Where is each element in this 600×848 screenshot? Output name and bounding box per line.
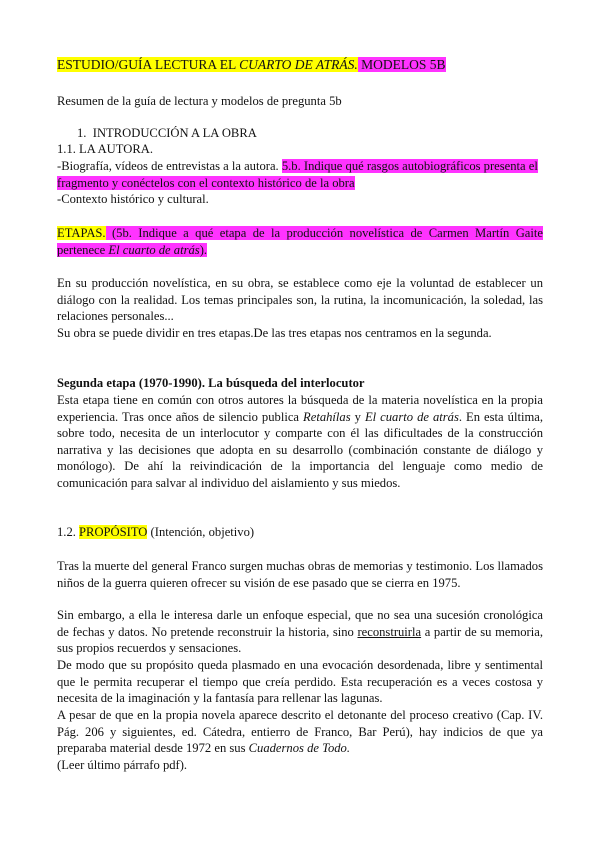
retahilas-title: Retahílas: [303, 409, 351, 424]
etapas-question-italic: El cuarto de atrás: [108, 242, 200, 257]
proposito-note: (Intención, objetivo): [147, 525, 255, 539]
document-title: [57, 57, 543, 74]
etapas-question-end: ).: [199, 242, 208, 257]
etapas-label: ETAPAS.: [57, 226, 106, 240]
etapas-question: (5b. Indique a qué etapa de la producción novelística de Carmen Martín Gaite pertenece: [57, 226, 543, 257]
etapas-block: [57, 225, 543, 258]
subsection-1-2-heading: [57, 524, 543, 541]
cuadernos-de-todo-title: Cuadernos de Todo.: [248, 741, 350, 756]
biography-text: -Biografía, vídeos de entrevistas a la autora.: [57, 159, 282, 173]
detonante-text-1: A pesar de que en la propia novela aparece descrito el detonante del proceso creativo (Cap. IV. Pág. 206 y siguientes, ed. Cátedra, entierro de Franco, Bar Perú), hay indicios de que ya preparaba material desde 1972 en sus: [57, 708, 543, 756]
stages-paragraph: Su obra se puede dividir en tres etapas.De las tres etapas nos centramos en la segunda.: [57, 326, 492, 340]
summary-line: Resumen de la guía de lectura y modelos de pregunta 5b: [57, 94, 342, 108]
detonante-paragraph: [57, 707, 543, 757]
question-5b-autobiographical: 5.b. Indique qué rasgos autobiográficos presenta el fragmento y conéctelos con el contexto histórico de la obra: [57, 159, 538, 190]
segunda-etapa-text-2: . En esta última, sobre todo, necesita de un interlocutor y comparte con él las dificultades de la construcción narrativa y las decisiones que adopta en su desarrollo (combinación constante de diálogo y monólogo). De ahí la reivindicación de la importancia del lenguaje como medio de comunicación para salvar al individuo del aislamiento y sus miedos.: [57, 409, 543, 490]
final-note: (Leer último párrafo pdf).: [57, 758, 188, 772]
segunda-etapa-paragraph: [57, 392, 543, 492]
proposito-paragraph: De modo que su propósito queda plasmado en una evocación desordenada, libre y sentimental que le permita recuperar el tiempo que creía perdido. Esta recuperación es a veces costosa y necesita de la imaginación y la fantasía para rellenar las lagunas.: [57, 658, 543, 706]
production-paragraph: En su producción novelística, en su obra, se establece como eje la voluntad de establecer un diálogo con la realidad. Los temas principales son, la rutina, la incomunicación, la soledad, las relaciones personales...: [57, 276, 543, 324]
subsection-1-1-heading: 1.1. LA AUTORA.: [57, 142, 153, 156]
segunda-etapa-y: y: [350, 409, 365, 424]
context-line: -Contexto histórico y cultural.: [57, 192, 209, 206]
embargo-text-2: a partir de su memoria, sus propios recuerdos y sensaciones.: [57, 624, 543, 656]
franco-paragraph: Tras la muerte del general Franco surgen muchas obras de memorias y testimonio. Los llamados niños de la guerra quieren ofrecer su visión de ese pasado que se cierra en 1975.: [57, 559, 543, 590]
section-1-heading: [77, 125, 543, 142]
section-1-title: INTRODUCCIÓN A LA OBRA: [92, 126, 257, 140]
subsection-1-2-number: 1.2.: [57, 525, 80, 539]
biography-line: [57, 158, 543, 191]
reconstruirla-word: reconstruirla: [357, 624, 422, 639]
segunda-etapa-text-1: Esta etapa tiene en común con otros autores la búsqueda de la materia novelística en la propia experiencia. Tras once años de silencio publica: [57, 393, 543, 424]
embargo-paragraph: [57, 607, 543, 657]
proposito-label: PROPÓSITO: [79, 525, 148, 539]
embargo-text-1: Sin embargo, a ella le interesa darle un enfoque especial, que no sea una sucesión cronológica de fechas y datos. No pretende reconstruir la historia, sino: [57, 608, 543, 639]
segunda-etapa-heading: Segunda etapa (1970-1990). La búsqueda del interlocutor: [57, 376, 365, 390]
cuarto-de-atras-title: El cuarto de atrás: [364, 409, 459, 424]
title-part3: MODELOS 5B: [357, 57, 446, 72]
title-italic: CUARTO DE ATRÁS.: [239, 57, 358, 72]
section-1-number: 1.: [77, 126, 87, 140]
title-part1: ESTUDIO/GUÍA LECTURA EL: [57, 57, 240, 72]
